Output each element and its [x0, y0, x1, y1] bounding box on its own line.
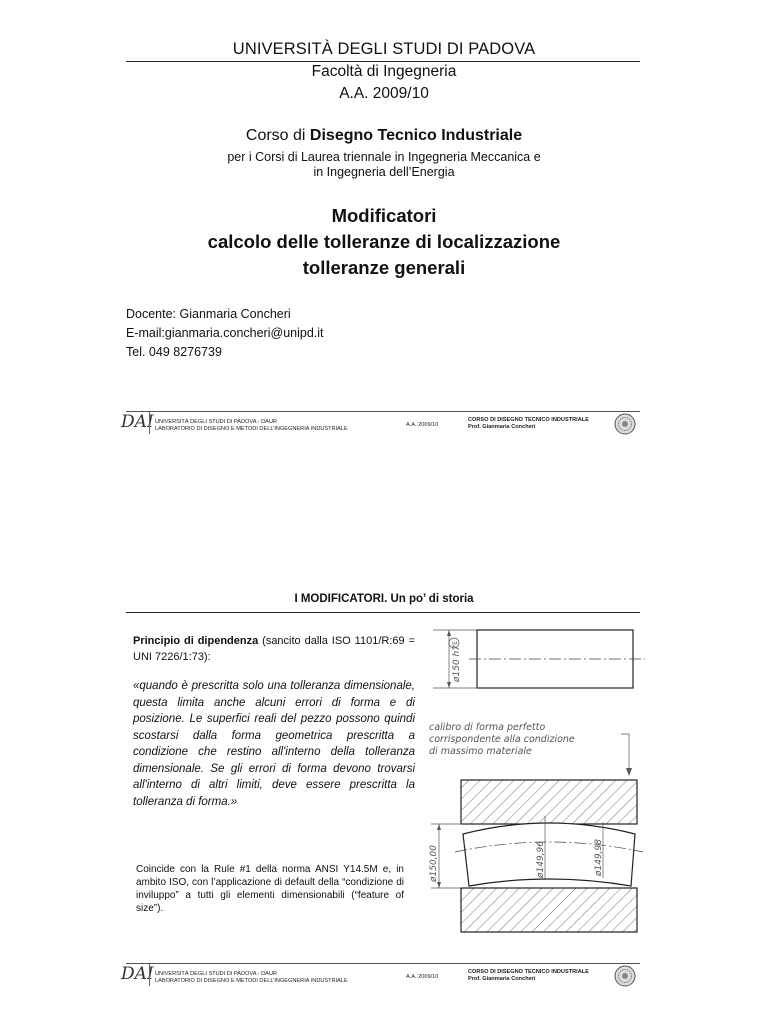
- academic-year: A.A. 2009/10: [339, 85, 429, 102]
- university-seal-icon-2: [614, 965, 636, 987]
- shaft-drawing: [433, 630, 645, 688]
- course-name: Disegno Tecnico Industriale: [309, 127, 523, 144]
- dim-right-label: ø149,98: [594, 839, 604, 876]
- footer-logo-separator: [149, 412, 150, 434]
- lecture-title-3: tolleranze generali: [302, 257, 466, 278]
- bent-shaft: [463, 823, 635, 886]
- course-subtitle-1: per i Corsi di Laurea triennale in Ingegneria Meccanica e: [227, 150, 541, 164]
- email[interactable]: E-mail:gianmaria.concheri@unipd.it: [126, 326, 324, 340]
- footer-year: A.A. 2009/10: [406, 422, 439, 428]
- footer-course-2: CORSO DI DISEGNO TECNICO INDUSTRIALE: [468, 969, 589, 975]
- slide-title: I MODIFICATORI. Un po’ di storia: [294, 593, 474, 605]
- footer-prof: Prof. Gianmaria Concheri: [468, 424, 536, 430]
- principle-reference: (sancito dalla ISO 1101/R:69 = UNI 7226/1:73):: [133, 635, 415, 663]
- caliper-note-2: corrispondente alla condizione: [429, 734, 575, 745]
- technical-drawing: [425, 620, 665, 940]
- svg-text:E: E: [452, 641, 459, 645]
- rule-1-text: Coincide con la Rule #1 della norma ANSI Y14.5M e, in ambito ISO, con l’applicazione di default della “condizione di inviluppo” a tutti gli elementi dimensionabili (“feature of size”).: [136, 864, 404, 914]
- caliper-note-1: calibro di forma perfetto: [429, 722, 546, 733]
- course-title: [0, 127, 768, 145]
- footer-year-2: A.A. 2009/10: [406, 974, 439, 980]
- university-name: UNIVERSITÀ DEGLI STUDI DI PADOVA: [232, 40, 536, 58]
- dim-top-label: ø150 h7: [452, 645, 462, 682]
- gauge-top: [461, 780, 637, 824]
- header-divider: [126, 61, 640, 62]
- principle-text: [133, 633, 415, 665]
- footer-university: UNIVERSITÀ DEGLI STUDI DI PADOVA - DAUR: [155, 419, 277, 425]
- footer-divider-2: [126, 963, 640, 964]
- footer-lab: LABORATORIO DI DISEGNO E METODI DELL’INGEGNERIA INDUSTRIALE: [155, 426, 348, 432]
- dai-logo-2: DAI: [121, 964, 154, 984]
- footer-university-2: UNIVERSITÀ DEGLI STUDI DI PADOVA - DAUR: [155, 971, 277, 977]
- caliper-note-3: di massimo materiale: [429, 746, 532, 757]
- dim-left-label: ø150,00: [429, 845, 439, 882]
- footer-lab-2: LABORATORIO DI DISEGNO E METODI DELL’INGEGNERIA INDUSTRIALE: [155, 978, 348, 984]
- slide-title-divider: [126, 612, 640, 613]
- footer-divider: [126, 411, 640, 412]
- gauge-bottom: [461, 888, 637, 932]
- docente: Docente: Gianmaria Concheri: [126, 307, 291, 321]
- footer-logo-separator-2: [149, 964, 150, 986]
- course-subtitle-2: in Ingegneria dell’Energia: [313, 165, 455, 179]
- lecture-title-2: calcolo delle tolleranze di localizzazione: [207, 231, 561, 252]
- footer-course: CORSO DI DISEGNO TECNICO INDUSTRIALE: [468, 417, 589, 423]
- phone: Tel. 049 8276739: [126, 345, 222, 359]
- principle-heading: Principio di dipendenza: [133, 635, 259, 647]
- caliper-arrow: [626, 768, 632, 776]
- faculty-name: Facoltà di Ingegneria: [311, 63, 457, 80]
- principle-quote: «quando è prescritta solo una tolleranza dimensionale, questa limita anche alcuni errori di forma e di posizione. Le superfici reali del pezzo possono quindi scostarsi dalla forma geometrica prescritta a condizione che restino all'interno della tolleranza dimensionale. Se gli errori di forma devono trovarsi all'interno di altri limiti, deve essere prescritta la tolleranza di forma.»: [133, 680, 415, 808]
- dim-mid-label: ø149,96: [536, 841, 546, 878]
- dai-logo: DAI: [121, 412, 154, 432]
- university-seal-icon: [614, 413, 636, 435]
- course-prefix: Corso di: [245, 127, 310, 144]
- footer-prof-2: Prof. Gianmaria Concheri: [468, 976, 536, 982]
- caliper-leader: [621, 734, 629, 772]
- lecture-title-1: Modificatori: [331, 205, 437, 226]
